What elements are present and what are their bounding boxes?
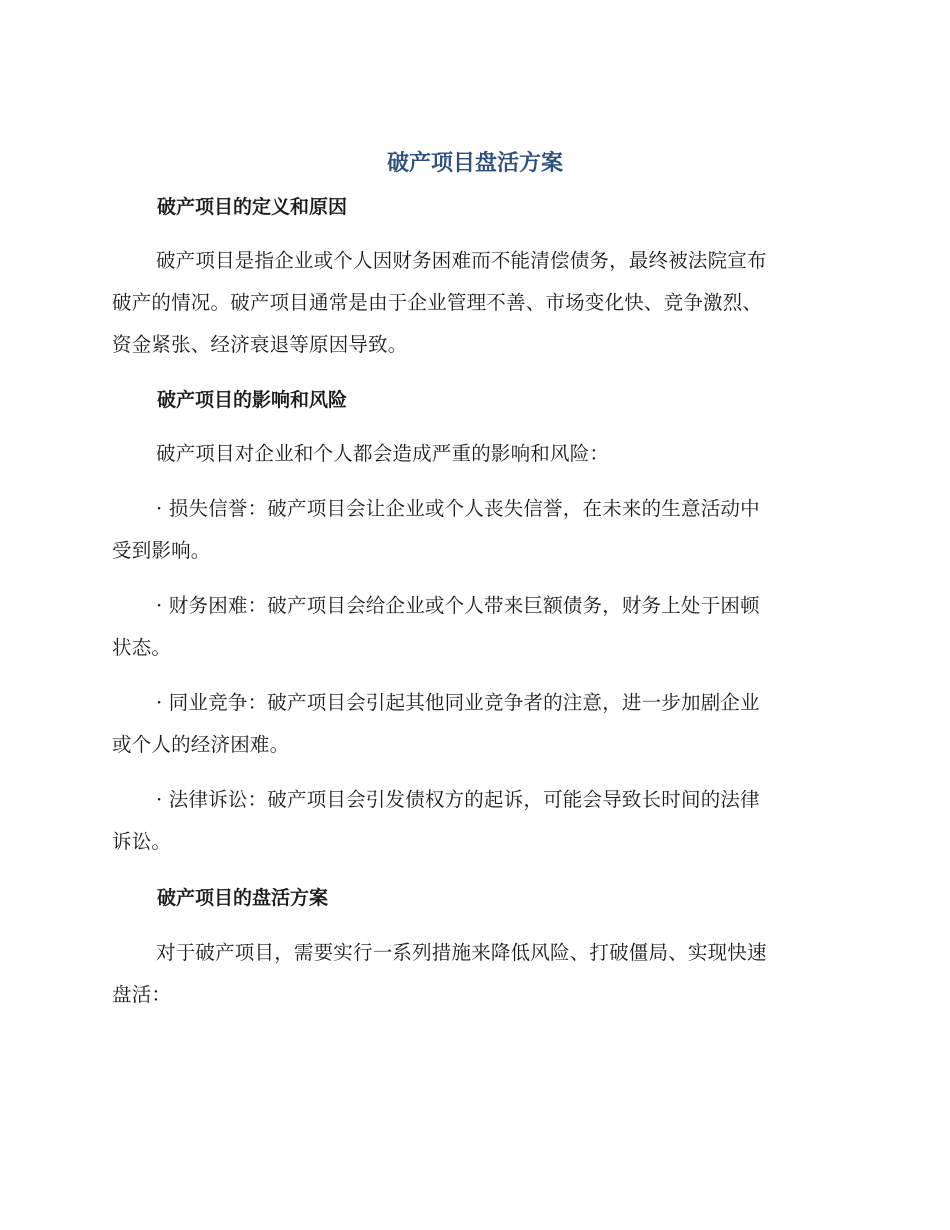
text-line: · 法律诉讼：破产项目会引发债权方的起诉，可能会导致长时间的法律 — [156, 788, 760, 811]
text-line: 诉讼。 — [112, 830, 172, 853]
text-line: 盘活： — [112, 983, 172, 1006]
bullet-item-finance — [112, 585, 838, 669]
paragraph-definition — [112, 240, 838, 366]
text-line: 破产项目是指企业或个人因财务困难而不能清偿债务，最终被法院宣布 — [156, 249, 767, 272]
bullet-item-competition — [112, 682, 838, 766]
document-title: 破产项目盘活方案 — [386, 151, 563, 176]
text-line: · 同业竞争：破产项目会引起其他同业竞争者的注意，进一步加剧企业 — [156, 691, 760, 714]
text-line: 破产项目对企业和个人都会造成严重的影响和风险： — [156, 442, 610, 465]
text-line: · 财务困难：破产项目会给企业或个人带来巨额债务，财务上处于困顿 — [156, 594, 760, 617]
paragraph-impact-intro — [112, 433, 838, 475]
text-line: 资金紧张、经济衰退等原因导致。 — [112, 333, 408, 356]
text-line: 状态。 — [112, 636, 172, 659]
paragraph-revitalization-intro — [112, 932, 838, 1016]
bullet-item-litigation — [112, 779, 838, 863]
text-line: 对于破产项目，需要实行一系列措施来降低风险、打破僵局、实现快速 — [156, 941, 767, 964]
text-line: · 损失信誉：破产项目会让企业或个人丧失信誉，在未来的生意活动中 — [156, 497, 760, 520]
text-line: 受到影响。 — [112, 539, 211, 562]
text-line: 或个人的经济困难。 — [112, 733, 290, 756]
section-heading-impact: 破产项目的影响和风险 — [157, 389, 348, 411]
section-heading-revitalization: 破产项目的盘活方案 — [157, 887, 329, 909]
text-line: 破产的情况。破产项目通常是由于企业管理不善、市场变化快、竞争激烈、 — [112, 291, 763, 314]
section-heading-definition: 破产项目的定义和原因 — [157, 196, 348, 218]
bullet-item-reputation — [112, 488, 838, 572]
